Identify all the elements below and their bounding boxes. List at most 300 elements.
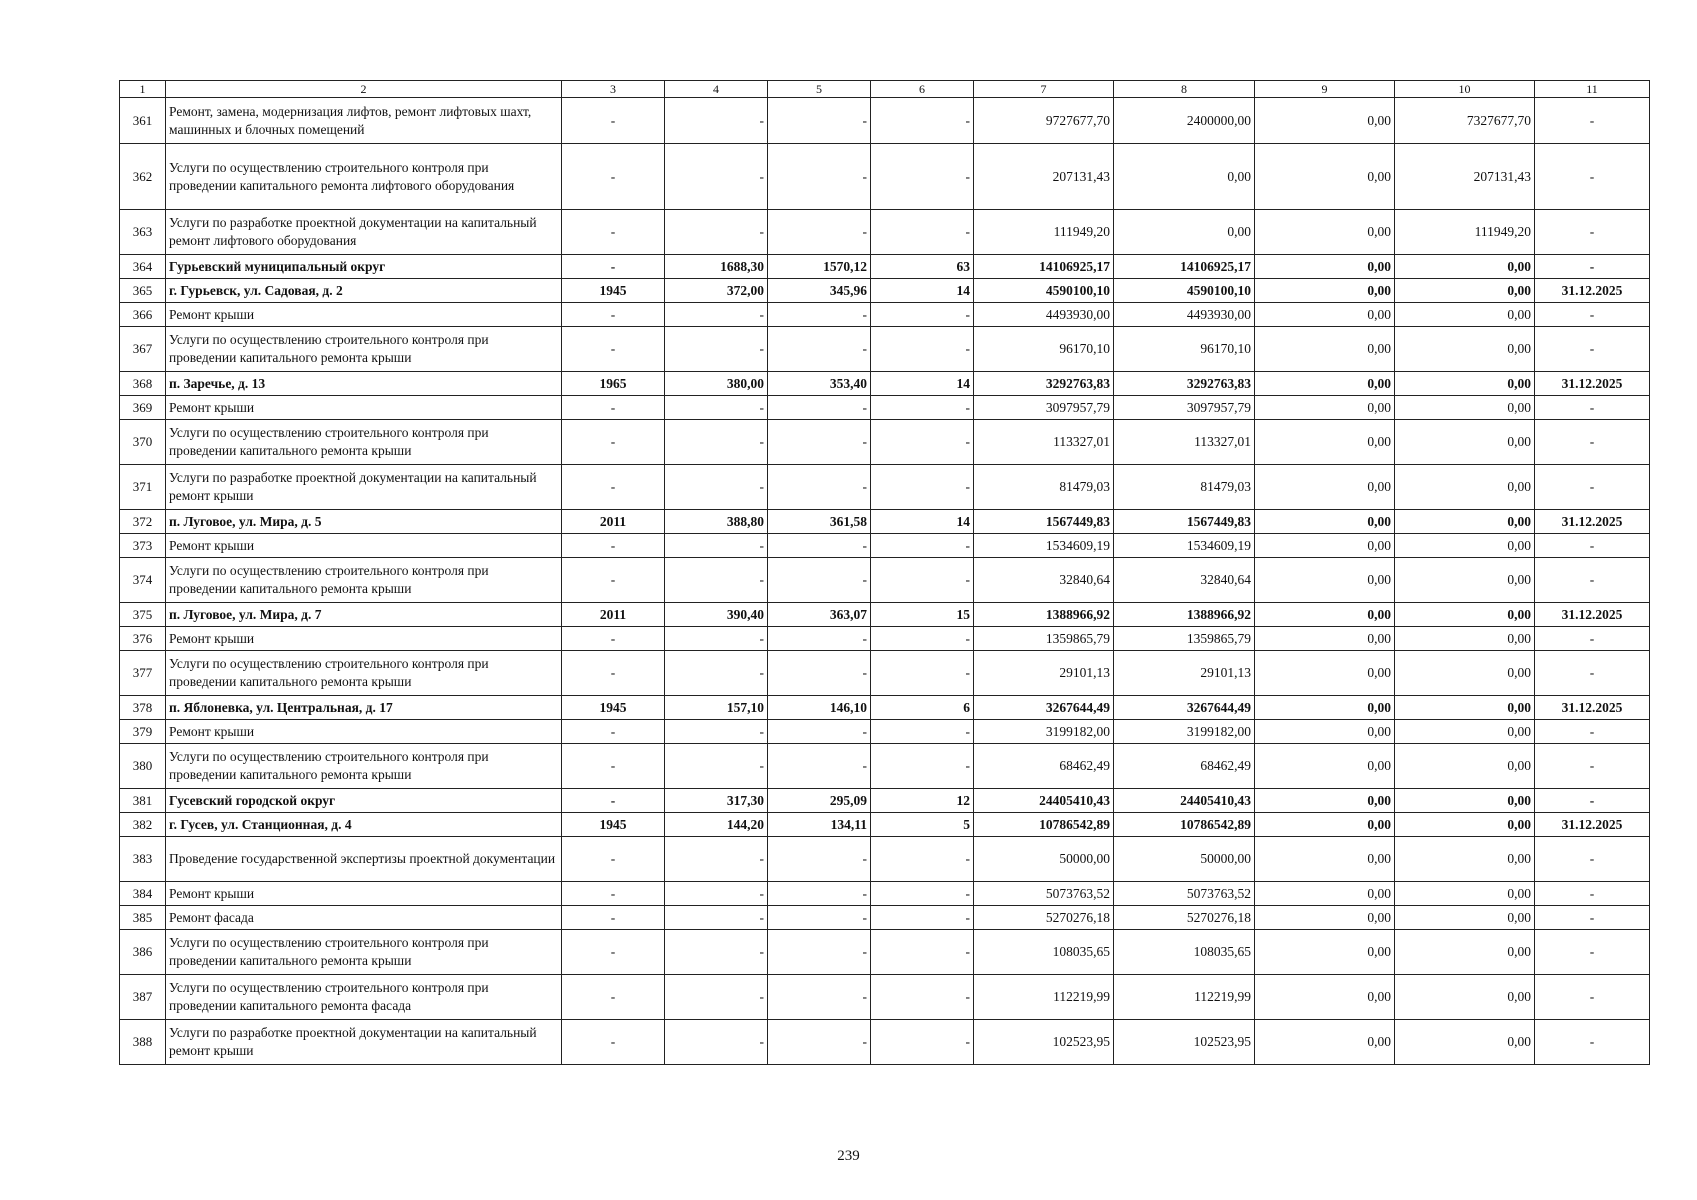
deadline-cell: - [1535,627,1650,651]
item-name: Ремонт крыши [166,534,562,558]
year-cell: - [562,396,665,420]
cost-total-cell: 3292763,83 [974,372,1114,396]
deadline-cell: - [1535,465,1650,510]
cost-fund-cell: 2400000,00 [1114,98,1255,144]
deadline-cell: - [1535,720,1650,744]
cost-fund-cell: 3097957,79 [1114,396,1255,420]
year-cell: - [562,837,665,882]
deadline-cell: - [1535,789,1650,813]
cost-budget-cell: 0,00 [1255,882,1395,906]
area-living-cell: - [768,396,871,420]
table-row [120,465,1650,510]
cost-owners-cell: 0,00 [1395,558,1535,603]
table-row [120,696,1650,720]
residents-cell: - [871,534,974,558]
column-header: 9 [1255,81,1395,98]
deadline-cell: 31.12.2025 [1535,696,1650,720]
cost-fund-cell: 3292763,83 [1114,372,1255,396]
residents-cell: - [871,744,974,789]
table-row [120,1020,1650,1065]
year-cell: 1945 [562,279,665,303]
cost-total-cell: 1359865,79 [974,627,1114,651]
residents-cell: - [871,303,974,327]
cost-fund-cell: 3267644,49 [1114,696,1255,720]
column-header: 10 [1395,81,1535,98]
item-name: г. Гурьевск, ул. Садовая, д. 2 [166,279,562,303]
residents-cell: - [871,627,974,651]
cost-budget-cell: 0,00 [1255,279,1395,303]
item-name: Ремонт крыши [166,396,562,420]
residents-cell: - [871,906,974,930]
table-row [120,975,1650,1020]
deadline-cell: - [1535,534,1650,558]
area-living-cell: - [768,558,871,603]
cost-total-cell: 29101,13 [974,651,1114,696]
area-total-cell: 1688,30 [665,255,768,279]
area-living-cell: - [768,744,871,789]
item-name: Услуги по осуществлению строительного контроля при проведении капитального ремонта крыши [166,744,562,789]
year-cell: - [562,420,665,465]
deadline-cell: - [1535,930,1650,975]
cost-budget-cell: 0,00 [1255,396,1395,420]
row-number: 375 [120,603,166,627]
area-total-cell: 157,10 [665,696,768,720]
cost-budget-cell: 0,00 [1255,813,1395,837]
residents-cell: 12 [871,789,974,813]
deadline-cell: - [1535,837,1650,882]
cost-fund-cell: 14106925,17 [1114,255,1255,279]
cost-fund-cell: 1534609,19 [1114,534,1255,558]
year-cell: - [562,465,665,510]
cost-total-cell: 113327,01 [974,420,1114,465]
item-name: Услуги по разработке проектной документации на капитальный ремонт лифтового оборудования [166,210,562,255]
item-name: Услуги по разработке проектной документации на капитальный ремонт крыши [166,1020,562,1065]
table-row [120,558,1650,603]
cost-fund-cell: 4493930,00 [1114,303,1255,327]
cost-fund-cell: 4590100,10 [1114,279,1255,303]
area-living-cell: - [768,1020,871,1065]
row-number: 365 [120,279,166,303]
year-cell: 1945 [562,696,665,720]
page-number: 239 [837,1148,860,1164]
area-total-cell: 144,20 [665,813,768,837]
cost-total-cell: 96170,10 [974,327,1114,372]
residents-cell: - [871,465,974,510]
column-header: 8 [1114,81,1255,98]
row-number: 387 [120,975,166,1020]
deadline-cell: - [1535,975,1650,1020]
area-living-cell: - [768,720,871,744]
cost-total-cell: 111949,20 [974,210,1114,255]
area-total-cell: - [665,651,768,696]
residents-cell: 14 [871,372,974,396]
table-row [120,906,1650,930]
item-name: п. Заречье, д. 13 [166,372,562,396]
year-cell: - [562,255,665,279]
area-total-cell: - [665,744,768,789]
residents-cell: - [871,144,974,210]
residents-cell: - [871,975,974,1020]
cost-fund-cell: 32840,64 [1114,558,1255,603]
cost-fund-cell: 0,00 [1114,210,1255,255]
area-living-cell: - [768,144,871,210]
cost-fund-cell: 102523,95 [1114,1020,1255,1065]
cost-fund-cell: 29101,13 [1114,651,1255,696]
deadline-cell: - [1535,327,1650,372]
column-header: 6 [871,81,974,98]
year-cell: - [562,882,665,906]
year-cell: - [562,906,665,930]
cost-budget-cell: 0,00 [1255,98,1395,144]
area-total-cell: - [665,882,768,906]
year-cell: - [562,144,665,210]
cost-total-cell: 1567449,83 [974,510,1114,534]
deadline-cell: 31.12.2025 [1535,372,1650,396]
area-total-cell: - [665,720,768,744]
column-header: 11 [1535,81,1650,98]
cost-owners-cell: 0,00 [1395,882,1535,906]
cost-total-cell: 5270276,18 [974,906,1114,930]
area-living-cell: - [768,837,871,882]
cost-owners-cell: 0,00 [1395,534,1535,558]
cost-total-cell: 3199182,00 [974,720,1114,744]
area-total-cell: - [665,144,768,210]
cost-owners-cell: 0,00 [1395,930,1535,975]
table-row [120,534,1650,558]
row-number: 363 [120,210,166,255]
year-cell: - [562,789,665,813]
row-number: 379 [120,720,166,744]
cost-budget-cell: 0,00 [1255,465,1395,510]
area-living-cell: - [768,98,871,144]
cost-owners-cell: 207131,43 [1395,144,1535,210]
cost-fund-cell: 108035,65 [1114,930,1255,975]
item-name: Услуги по осуществлению строительного контроля при проведении капитального ремонта крыши [166,327,562,372]
cost-total-cell: 50000,00 [974,837,1114,882]
item-name: Услуги по осуществлению строительного контроля при проведении капитального ремонта крыши [166,651,562,696]
cost-fund-cell: 50000,00 [1114,837,1255,882]
area-total-cell: - [665,396,768,420]
year-cell: - [562,651,665,696]
item-name: Услуги по осуществлению строительного контроля при проведении капитального ремонта крыши [166,420,562,465]
residents-cell: - [871,327,974,372]
row-number: 370 [120,420,166,465]
deadline-cell: - [1535,651,1650,696]
residents-cell: 14 [871,279,974,303]
row-number: 382 [120,813,166,837]
row-number: 377 [120,651,166,696]
deadline-cell: 31.12.2025 [1535,813,1650,837]
row-number: 376 [120,627,166,651]
row-number: 371 [120,465,166,510]
area-total-cell: - [665,303,768,327]
cost-fund-cell: 10786542,89 [1114,813,1255,837]
area-total-cell: - [665,534,768,558]
cost-fund-cell: 1388966,92 [1114,603,1255,627]
cost-total-cell: 102523,95 [974,1020,1114,1065]
area-living-cell: - [768,534,871,558]
cost-owners-cell: 0,00 [1395,372,1535,396]
cost-total-cell: 1388966,92 [974,603,1114,627]
cost-budget-cell: 0,00 [1255,651,1395,696]
cost-owners-cell: 7327677,70 [1395,98,1535,144]
deadline-cell: - [1535,420,1650,465]
table-row [120,882,1650,906]
cost-fund-cell: 113327,01 [1114,420,1255,465]
table-row [120,210,1650,255]
cost-owners-cell: 0,00 [1395,303,1535,327]
area-total-cell: 380,00 [665,372,768,396]
cost-total-cell: 10786542,89 [974,813,1114,837]
area-living-cell: - [768,882,871,906]
residents-cell: 6 [871,696,974,720]
cost-total-cell: 24405410,43 [974,789,1114,813]
cost-total-cell: 4493930,00 [974,303,1114,327]
area-total-cell: - [665,327,768,372]
cost-budget-cell: 0,00 [1255,837,1395,882]
table-row [120,744,1650,789]
residents-cell: 63 [871,255,974,279]
year-cell: 2011 [562,510,665,534]
year-cell: - [562,975,665,1020]
row-number: 378 [120,696,166,720]
cost-budget-cell: 0,00 [1255,720,1395,744]
area-total-cell: - [665,975,768,1020]
cost-total-cell: 1534609,19 [974,534,1114,558]
cost-fund-cell: 3199182,00 [1114,720,1255,744]
area-total-cell: - [665,627,768,651]
area-living-cell: 146,10 [768,696,871,720]
row-number: 386 [120,930,166,975]
row-number: 369 [120,396,166,420]
cost-fund-cell: 5073763,52 [1114,882,1255,906]
cost-total-cell: 5073763,52 [974,882,1114,906]
row-number: 373 [120,534,166,558]
table-row [120,255,1650,279]
cost-fund-cell: 0,00 [1114,144,1255,210]
item-name: Услуги по осуществлению строительного контроля при проведении капитального ремонта лифтового оборудования [166,144,562,210]
area-living-cell: 361,58 [768,510,871,534]
area-living-cell: - [768,930,871,975]
cost-budget-cell: 0,00 [1255,420,1395,465]
column-header: 5 [768,81,871,98]
row-number: 380 [120,744,166,789]
cost-budget-cell: 0,00 [1255,1020,1395,1065]
deadline-cell: 31.12.2025 [1535,510,1650,534]
area-living-cell: - [768,420,871,465]
cost-total-cell: 14106925,17 [974,255,1114,279]
deadline-cell: - [1535,558,1650,603]
year-cell: - [562,627,665,651]
row-number: 385 [120,906,166,930]
residents-cell: - [871,837,974,882]
item-name: Гусевский городской округ [166,789,562,813]
cost-budget-cell: 0,00 [1255,510,1395,534]
cost-total-cell: 207131,43 [974,144,1114,210]
cost-budget-cell: 0,00 [1255,534,1395,558]
year-cell: - [562,930,665,975]
item-name: п. Луговое, ул. Мира, д. 5 [166,510,562,534]
area-living-cell: 1570,12 [768,255,871,279]
year-cell: 1945 [562,813,665,837]
table-row [120,930,1650,975]
column-header: 4 [665,81,768,98]
item-name: Ремонт, замена, модернизация лифтов, ремонт лифтовых шахт, машинных и блочных помещений [166,98,562,144]
residents-cell: 14 [871,510,974,534]
cost-owners-cell: 0,00 [1395,603,1535,627]
area-living-cell: - [768,651,871,696]
residents-cell: - [871,420,974,465]
repair-program-table [119,80,1650,1065]
cost-owners-cell: 0,00 [1395,1020,1535,1065]
column-header: 7 [974,81,1114,98]
table-row [120,144,1650,210]
year-cell: - [562,1020,665,1065]
row-number: 374 [120,558,166,603]
residents-cell: - [871,882,974,906]
deadline-cell: - [1535,210,1650,255]
row-number: 388 [120,1020,166,1065]
table-row [120,420,1650,465]
area-living-cell: 345,96 [768,279,871,303]
cost-fund-cell: 81479,03 [1114,465,1255,510]
table-body [120,81,1650,1065]
year-cell: - [562,98,665,144]
residents-cell: 5 [871,813,974,837]
residents-cell: - [871,98,974,144]
row-number: 381 [120,789,166,813]
cost-owners-cell: 0,00 [1395,906,1535,930]
area-total-cell: - [665,837,768,882]
area-living-cell: - [768,906,871,930]
area-living-cell: 353,40 [768,372,871,396]
table-row [120,651,1650,696]
table-row [120,510,1650,534]
cost-total-cell: 68462,49 [974,744,1114,789]
cost-budget-cell: 0,00 [1255,696,1395,720]
area-total-cell: - [665,930,768,975]
residents-cell: - [871,210,974,255]
cost-budget-cell: 0,00 [1255,603,1395,627]
area-total-cell: - [665,558,768,603]
cost-owners-cell: 0,00 [1395,510,1535,534]
cost-fund-cell: 24405410,43 [1114,789,1255,813]
residents-cell: - [871,558,974,603]
year-cell: - [562,327,665,372]
cost-budget-cell: 0,00 [1255,744,1395,789]
deadline-cell: 31.12.2025 [1535,279,1650,303]
cost-total-cell: 3267644,49 [974,696,1114,720]
cost-total-cell: 3097957,79 [974,396,1114,420]
table-row [120,327,1650,372]
area-total-cell: - [665,906,768,930]
cost-fund-cell: 68462,49 [1114,744,1255,789]
item-name: Ремонт крыши [166,627,562,651]
cost-owners-cell: 0,00 [1395,279,1535,303]
residents-cell: 15 [871,603,974,627]
table-row [120,813,1650,837]
area-living-cell: - [768,975,871,1020]
row-number: 364 [120,255,166,279]
deadline-cell: - [1535,144,1650,210]
year-cell: - [562,744,665,789]
deadline-cell: - [1535,1020,1650,1065]
area-living-cell: - [768,327,871,372]
cost-owners-cell: 0,00 [1395,720,1535,744]
row-number: 383 [120,837,166,882]
year-cell: - [562,720,665,744]
year-cell: - [562,210,665,255]
area-total-cell: - [665,98,768,144]
cost-budget-cell: 0,00 [1255,975,1395,1020]
column-header: 3 [562,81,665,98]
row-number: 367 [120,327,166,372]
cost-total-cell: 108035,65 [974,930,1114,975]
row-number: 384 [120,882,166,906]
cost-fund-cell: 112219,99 [1114,975,1255,1020]
deadline-cell: - [1535,303,1650,327]
item-name: Услуги по осуществлению строительного контроля при проведении капитального ремонта крыши [166,558,562,603]
table-row [120,279,1650,303]
cost-owners-cell: 0,00 [1395,975,1535,1020]
cost-fund-cell: 1359865,79 [1114,627,1255,651]
item-name: п. Луговое, ул. Мира, д. 7 [166,603,562,627]
row-number: 362 [120,144,166,210]
area-living-cell: - [768,303,871,327]
cost-budget-cell: 0,00 [1255,558,1395,603]
table-row [120,789,1650,813]
cost-budget-cell: 0,00 [1255,327,1395,372]
item-name: Услуги по осуществлению строительного контроля при проведении капитального ремонта крыши [166,930,562,975]
cost-owners-cell: 0,00 [1395,837,1535,882]
year-cell: 1965 [562,372,665,396]
cost-owners-cell: 0,00 [1395,396,1535,420]
cost-total-cell: 81479,03 [974,465,1114,510]
cost-owners-cell: 0,00 [1395,651,1535,696]
cost-budget-cell: 0,00 [1255,930,1395,975]
cost-budget-cell: 0,00 [1255,906,1395,930]
cost-owners-cell: 111949,20 [1395,210,1535,255]
column-header: 2 [166,81,562,98]
table-row [120,396,1650,420]
residents-cell: - [871,396,974,420]
cost-owners-cell: 0,00 [1395,420,1535,465]
area-living-cell: - [768,210,871,255]
cost-budget-cell: 0,00 [1255,210,1395,255]
item-name: Ремонт фасада [166,906,562,930]
item-name: Услуги по осуществлению строительного контроля при проведении капитального ремонта фасада [166,975,562,1020]
cost-owners-cell: 0,00 [1395,744,1535,789]
cost-owners-cell: 0,00 [1395,255,1535,279]
area-total-cell: 317,30 [665,789,768,813]
year-cell: 2011 [562,603,665,627]
deadline-cell: - [1535,906,1650,930]
item-name: Гурьевский муниципальный округ [166,255,562,279]
cost-owners-cell: 0,00 [1395,327,1535,372]
cost-total-cell: 32840,64 [974,558,1114,603]
area-living-cell: 295,09 [768,789,871,813]
item-name: п. Яблоневка, ул. Центральная, д. 17 [166,696,562,720]
deadline-cell: - [1535,396,1650,420]
residents-cell: - [871,930,974,975]
item-name: Услуги по разработке проектной документации на капитальный ремонт крыши [166,465,562,510]
cost-owners-cell: 0,00 [1395,813,1535,837]
residents-cell: - [871,1020,974,1065]
cost-budget-cell: 0,00 [1255,303,1395,327]
table-row [120,303,1650,327]
item-name: Ремонт крыши [166,720,562,744]
row-number: 368 [120,372,166,396]
